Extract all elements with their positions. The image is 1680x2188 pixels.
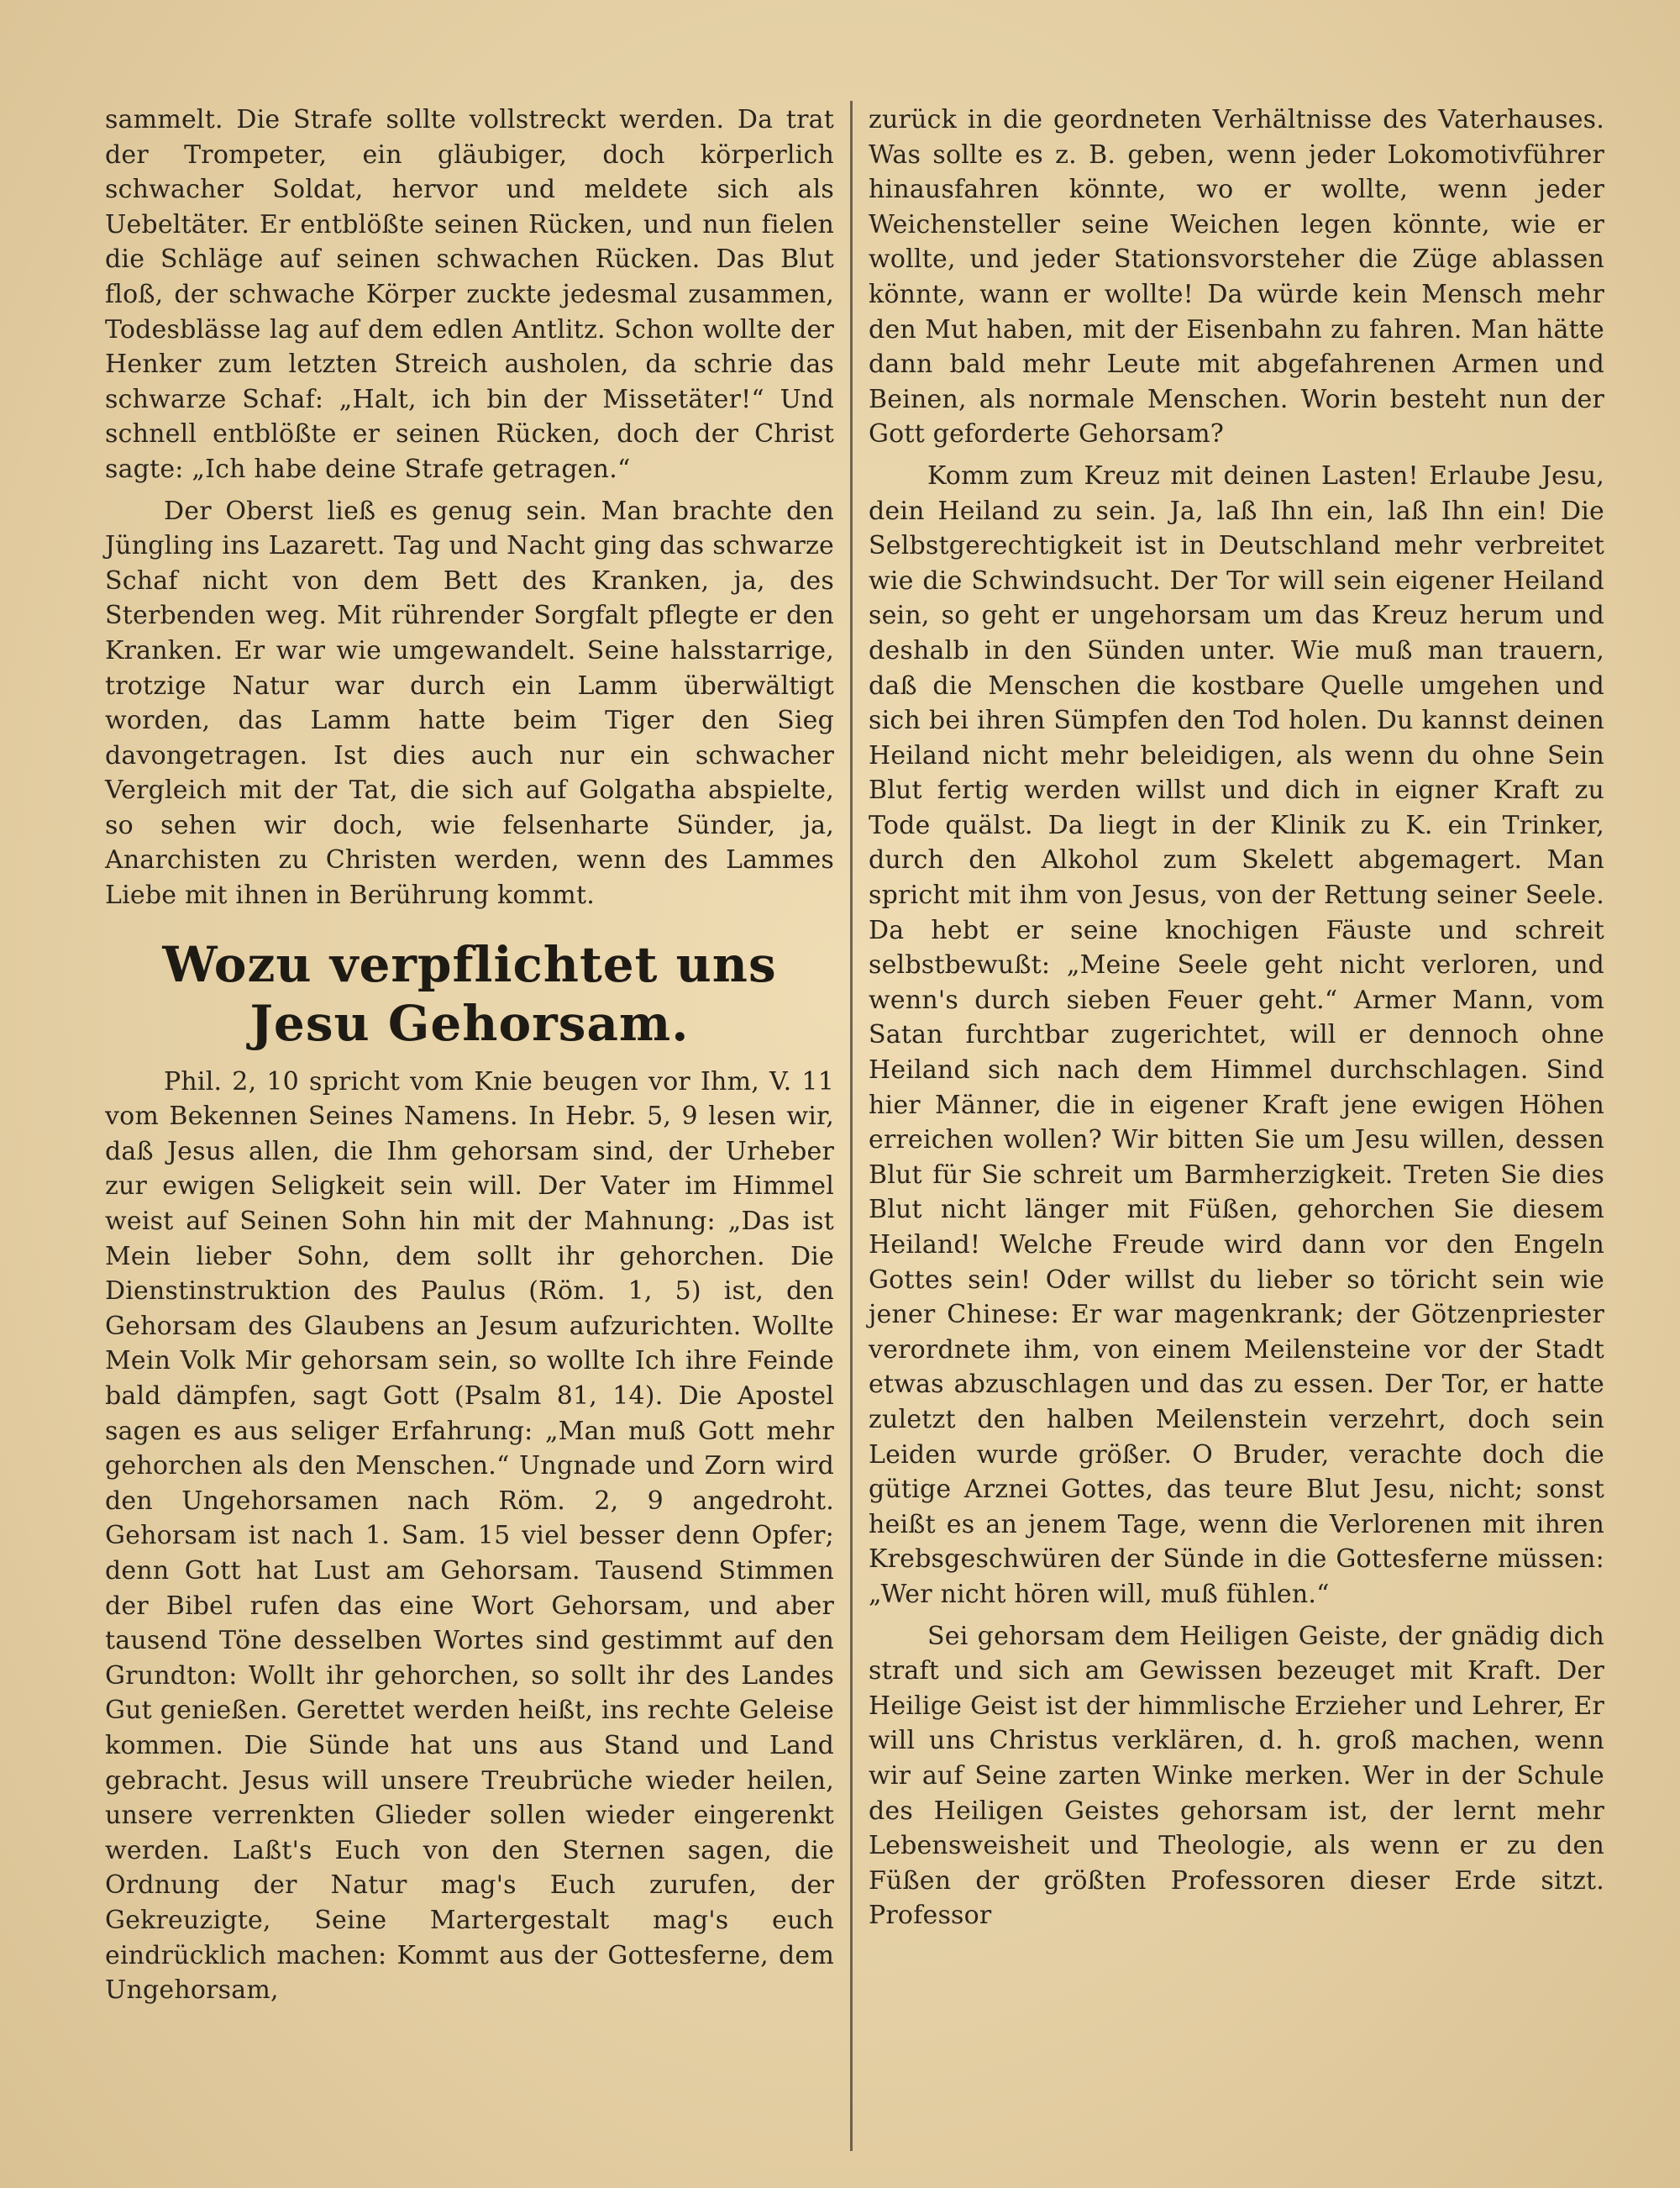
left-paragraph-1: sammelt. Die Strafe sollte vollstreckt werden. Da trat der Trompeter, ein gläubiger, doch körperlich schwacher Soldat, hervor und meldete sich als Uebeltäter. Er entblößte seinen Rücken, und nun fielen die Schläge auf seinen schwachen Rücken. Das Blut floß, der schwache Körper zuckte jedesmal zusammen, Todesblässe lag auf dem edlen Antlitz. Schon wollte der Henker zum letzten Streich ausholen, da schrie das schwarze Schaf: „Halt, ich bin der Missetäter!“ Und schnell entblößte er seinen Rücken, doch der Christ sagte: „Ich habe deine Strafe getragen.“	[105, 105, 834, 484]
left-column	[105, 103, 834, 2008]
column-divider	[850, 101, 853, 2151]
right-paragraph-1: zurück in die geordneten Verhältnisse des Vaterhauses. Was sollte es z. B. geben, wenn jeder Lokomotivführer hinausfahren könnte, wo er wollte, wenn jeder Weichensteller seine Weichen legen könnte, wie er wollte, und jeder Stationsvorsteher die Züge ablassen könnte, wann er wollte! Da würde kein Mensch mehr den Mut haben, mit der Eisenbahn zu fahren. Man hätte dann bald mehr Leute mit abgefahrenen Armen und Beinen, als normale Menschen. Worin besteht nun der Gott geforderte Gehorsam?	[869, 105, 1604, 450]
left-paragraph-3: Phil. 2, 10 spricht vom Knie beugen vor Ihm, V. 11 vom Bekennen Seines Namens. In Hebr. 5, 9 lesen wir, daß Jesus allen, die Ihm gehorsam sind, der Urheber zur ewigen Seligkeit sein will. Der Vater im Himmel weist auf Seinen Sohn hin mit der Mahnung: „Das ist Mein lieber Sohn, dem sollt ihr gehorchen. Die Dienstinstruktion des Paulus (Röm. 1, 5) ist, den Gehorsam des Glaubens an Jesum aufzurichten. Wollte Mein Volk Mir gehorsam sein, so wollte Ich ihre Feinde bald dämpfen, sagt Gott (Psalm 81, 14). Die Apostel sagen es aus seliger Erfahrung: „Man muß Gott mehr gehorchen als den Menschen.“ Ungnade und Zorn wird den Ungehorsamen nach Röm. 2, 9 angedroht. Gehorsam ist nach 1. Sam. 15 viel besser denn Opfer; denn Gott hat Lust am Gehorsam. Tausend Stimmen der Bibel rufen das eine Wort Gehorsam, und aber tausend Töne desselben Wortes sind gestimmt auf den Grundton: Wollt ihr gehorchen, so sollt ihr des Landes Gut genießen. Gerettet werden heißt, ins rechte Geleise kommen. Die Sünde hat uns aus Stand und Land gebracht. Jesus will unsere Treubrüche wieder heilen, unsere verrenkten Glieder sollen wieder eingerenkt werden. Laßt's Euch von den Sternen sagen, die Ordnung der Natur mag's Euch zurufen, der Gekreuzigte, Seine Martergestalt mag's euch eindrücklich machen: Kommt aus der Gottesferne, dem Ungehorsam,	[105, 1066, 834, 2006]
right-column	[869, 103, 1604, 1933]
right-paragraph-3: Sei gehorsam dem Heiligen Geiste, der gnädig dich straft und sich am Gewissen bezeuget mit Kraft. Der Heilige Geist ist der himmlische Erzieher und Lehrer, Er will uns Christus verklären, d. h. groß machen, wenn wir auf Seine zarten Winke merken. Wer in der Schule des Heiligen Geistes gehorsam ist, der lernt mehr Lebensweisheit und Theologie, als wenn er zu den Füßen der größten Professoren dieser Erde sitzt. Professor	[869, 1621, 1604, 1931]
left-paragraph-2: Der Oberst ließ es genug sein. Man brachte den Jüngling ins Lazarett. Tag und Nacht ging das schwarze Schaf nicht von dem Bett des Kranken, ja, des Sterbenden weg. Mit rührender Sorgfalt pflegte er den Kranken. Er war wie umgewandelt. Seine halsstarrige, trotzige Natur war durch ein Lamm überwältigt worden, das Lamm hatte beim Tiger den Sieg davongetragen. Ist dies auch nur ein schwacher Vergleich mit der Tat, die sich auf Golgatha abspielte, so sehen wir doch, wie felsenharte Sünder, ja, Anarchisten zu Christen werden, wenn des Lammes Liebe mit ihnen in Berührung kommt.	[105, 496, 834, 911]
article-heading: Wozu verpflichtet uns Jesu Gehorsam.	[162, 935, 777, 1052]
right-paragraph-2: Komm zum Kreuz mit deinen Lasten! Erlaube Jesu, dein Heiland zu sein. Ja, laß Ihn ein, laß Ihn ein! Die Selbstgerechtigkeit ist in Deutschland mehr verbreitet wie die Schwindsucht. Der Tor will sein eigener Heiland sein, so geht er ungehorsam um das Kreuz herum und deshalb in den Sünden unter. Wie muß man trauern, daß die Menschen die kostbare Quelle umgehen und sich bei ihren Sümpfen den Tod holen. Du kannst deinen Heiland nicht mehr beleidigen, als wenn du ohne Sein Blut fertig werden willst und dich in eigner Kraft zu Tode quälst. Da liegt in der Klinik zu K. ein Trinker, durch den Alkohol zum Skelett abgemagert. Man spricht mit ihm von Jesus, von der Rettung seiner Seele. Da hebt er seine knochigen Fäuste und schreit selbstbewußt: „Meine Seele geht nicht verloren, und wenn's durch sieben Feuer geht.“ Armer Mann, vom Satan furchtbar zugerichtet, will er dennoch ohne Heiland sich nach dem Himmel durchschlagen. Sind hier Männer, die in eigener Kraft jene ewigen Höhen erreichen wollen? Wir bitten Sie um Jesu willen, dessen Blut für Sie schreit um Barmherzigkeit. Treten Sie dies Blut nicht länger mit Füßen, gehorchen Sie diesem Heiland! Welche Freude wird dann vor den Engeln Gottes sein! Oder willst du lieber so töricht sein wie jener Chinese: Er war magenkrank; der Götzenpriester verordnete ihm, von einem Meilensteine vor der Stadt etwas abzuschlagen und das zu essen. Der Tor, er hatte zuletzt den halben Meilenstein verzehrt, doch sein Leiden wurde größer. O Bruder, verachte doch die gütige Arznei Gottes, das teure Blut Jesu, nicht; sonst heißt es an jenem Tage, wenn die Verlorenen mit ihren Krebsgeschwüren der Sünde in die Gottesferne müssen: „Wer nicht hören will, muß fühlen.“	[869, 460, 1604, 1609]
